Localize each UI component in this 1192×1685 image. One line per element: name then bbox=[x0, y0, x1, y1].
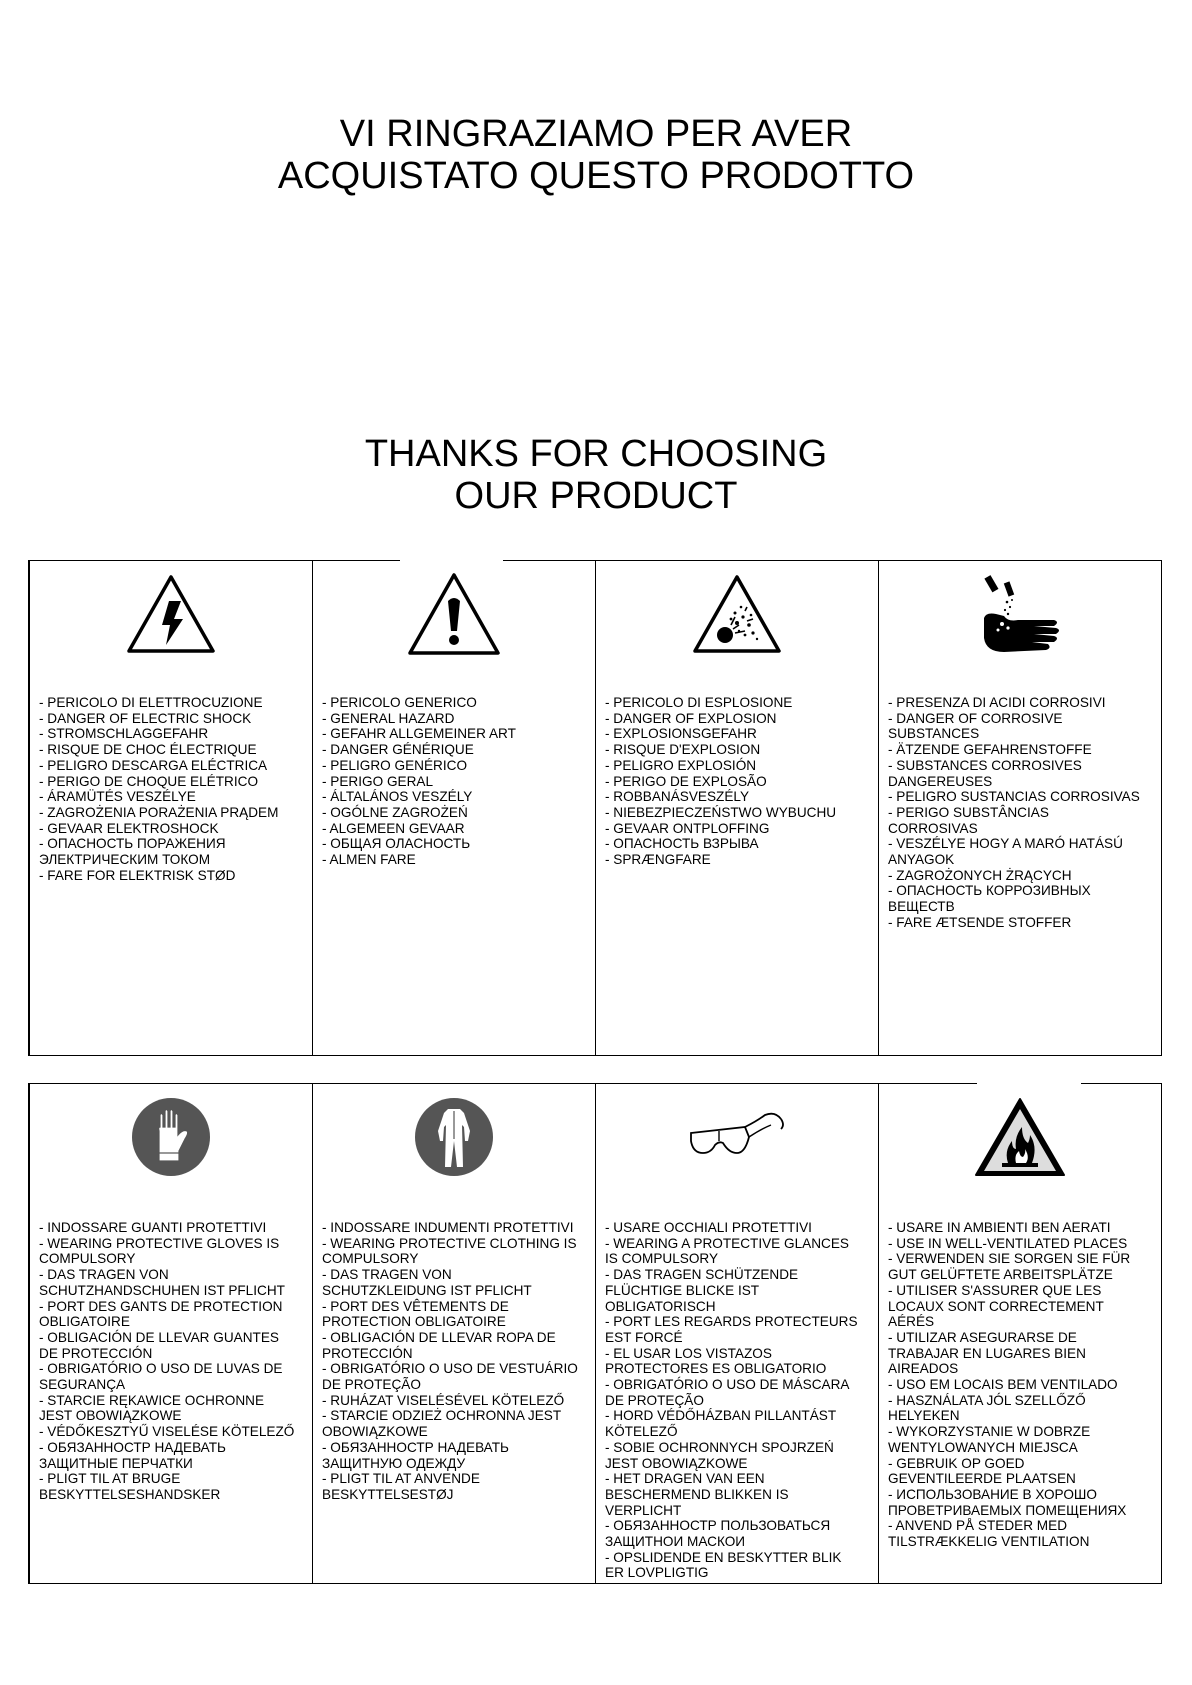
text-line: ER LOVPLIGTIG bbox=[605, 1565, 709, 1581]
heading-english bbox=[0, 433, 1192, 517]
hazard-cell-electric-shock bbox=[29, 561, 312, 1055]
text-line: COMPULSORY bbox=[39, 1251, 136, 1267]
text-line: BESCHERMEND BLIKKEN IS bbox=[605, 1486, 789, 1502]
text-line: - PERICOLO GENERICO bbox=[322, 695, 477, 710]
text-line: - RISQUE D'EXPLOSION bbox=[605, 742, 761, 758]
text-line: - STARCIE ODZIEŻ OCHRONNA JEST bbox=[322, 1408, 562, 1424]
text-line: - VÉDŐKESZTYŰ VISELÉSE KÖTELEZŐ bbox=[39, 1424, 295, 1440]
text-line: - ИСПОЛЬЗОВАНИЕ В ХОРОШО bbox=[888, 1486, 1097, 1502]
text-line: - PERICOLO DI ESPLOSIONE bbox=[605, 695, 793, 710]
text-line: PROTECTORES ES OBLIGATORIO bbox=[605, 1361, 827, 1377]
text-line: - PELIGRO SUSTANCIAS CORROSIVAS bbox=[888, 789, 1140, 805]
text-line: PROTECTION OBLIGATOIRE bbox=[322, 1314, 506, 1330]
text-line: - GEBRUIK OP GOED bbox=[888, 1455, 1025, 1471]
text-line: BESKYTTELSESTØJ bbox=[322, 1486, 454, 1502]
text-line: - INDOSSARE GUANTI PROTETTIVI bbox=[39, 1220, 267, 1235]
text-line: OBLIGATORISCH bbox=[605, 1298, 716, 1314]
text-line: AÉRÉS bbox=[888, 1314, 935, 1330]
hazard-text-list bbox=[322, 695, 589, 868]
text-line: WENTYLOWANYCH MIEJSCA bbox=[888, 1439, 1078, 1455]
mandatory-text-list bbox=[605, 1220, 872, 1581]
text-line: - ALMEN FARE bbox=[322, 852, 416, 868]
text-line: - WEARING PROTECTIVE GLOVES IS bbox=[39, 1235, 280, 1251]
text-line: - ÁRAMÜTÉS VESZÉLYE bbox=[39, 789, 196, 805]
mandatory-cell-gloves bbox=[29, 1084, 312, 1583]
text-line: - PERIGO SUBSTÂNCIAS bbox=[888, 804, 1049, 820]
text-line: ЗАЩИТНОИ МАСКОИ bbox=[605, 1534, 746, 1550]
text-line: - RUHÁZAT VISELÉSÉVEL KÖTELEZŐ bbox=[322, 1392, 565, 1408]
text-line: - WEARING A PROTECTIVE GLANCES bbox=[605, 1235, 849, 1251]
text-line: - PELIGRO EXPLOSIÓN bbox=[605, 757, 757, 773]
text-line: - PERIGO DE CHOQUE ELÉTRICO bbox=[39, 773, 259, 789]
text-line: DE PROTEÇÃO bbox=[605, 1392, 704, 1408]
text-line: - ROBBANÁSVESZÉLY bbox=[605, 789, 750, 805]
mandatory-text-list bbox=[39, 1220, 306, 1503]
text-line: DE PROTEÇÃO bbox=[322, 1377, 421, 1393]
text-line: ANYAGOK bbox=[888, 852, 955, 868]
text-line: - HASZNÁLATA JÓL SZELLŐZŐ bbox=[888, 1392, 1086, 1408]
text-line: - OPSLIDENDE EN BESKYTTER BLIK bbox=[605, 1549, 842, 1565]
text-line: - HORD VÉDŐHÁZBAN PILLANTÁST bbox=[605, 1408, 837, 1424]
text-line: - PORT DES GANTS DE PROTECTION bbox=[39, 1298, 283, 1314]
mandatory-text-list bbox=[888, 1220, 1155, 1550]
hazard-text-list bbox=[888, 695, 1155, 931]
hazard-text-list bbox=[605, 695, 872, 868]
text-line: - DANGER OF ELECTRIC SHOCK bbox=[39, 710, 252, 726]
text-line: - ОПАСНОСТЬ ПОРАЖЕНИЯ bbox=[39, 836, 226, 852]
text-line: - GENERAL HAZARD bbox=[322, 710, 455, 726]
text-line: DE PROTECCIÓN bbox=[39, 1345, 153, 1361]
heading-italian-line-1: VI RINGRAZIAMO PER AVER bbox=[339, 113, 853, 155]
text-line: - RISQUE DE CHOC ÉLECTRIQUE bbox=[39, 742, 257, 758]
text-line: SCHUTZKLEIDUNG IST PFLICHT bbox=[322, 1282, 532, 1298]
text-line: - INDOSSARE INDUMENTI PROTETTIVI bbox=[322, 1220, 574, 1235]
electric-shock-warning-icon bbox=[125, 573, 217, 655]
text-line: ПРОВЕТРИВАЕМЫХ ПОМЕЩЕНИЯХ bbox=[888, 1502, 1127, 1518]
text-line: - USARE OCCHIALI PROTETTIVI bbox=[605, 1220, 812, 1235]
hazard-cell-explosion bbox=[595, 561, 878, 1055]
text-line: - ZAGROŻONYCH ŻRĄCYCH bbox=[888, 867, 1072, 883]
text-line: - STARCIE RĘKAWICE OCHRONNE bbox=[39, 1392, 265, 1408]
text-line: - STROMSCHLAGGEFAHR bbox=[39, 726, 209, 742]
protective-glasses-icon bbox=[685, 1107, 789, 1167]
text-line: - DANGER OF EXPLOSION bbox=[605, 710, 777, 726]
text-line: KÖTELEZŐ bbox=[605, 1424, 678, 1440]
hazard-cell-corrosive bbox=[878, 561, 1161, 1055]
text-line: - DAS TRAGEN VON bbox=[39, 1267, 169, 1283]
text-line: GEVENTILEERDE PLAATSEN bbox=[888, 1471, 1076, 1487]
text-line: - ZAGROŻENIA PORAŻENIA PRĄDEM bbox=[39, 804, 279, 820]
text-line: - PLIGT TIL AT BRUGE bbox=[39, 1471, 181, 1487]
text-line: - PLIGT TIL AT ANVENDE bbox=[322, 1471, 480, 1487]
explosion-warning-icon bbox=[691, 573, 783, 655]
text-line: - ALGEMEEN GEVAAR bbox=[322, 820, 465, 836]
text-line: - PORT DES VÊTEMENTS DE bbox=[322, 1298, 509, 1314]
text-line: JEST OBOWIĄZKOWE bbox=[39, 1408, 182, 1424]
text-line: - GEVAAR ONTPLOFFING bbox=[605, 820, 770, 836]
text-line: - ОПАСНОСТЬ КОРРОЗИВНЫХ bbox=[888, 883, 1091, 899]
text-line: - PELIGRO DESCARGA ELÉCTRICA bbox=[39, 757, 268, 773]
text-line: - USARE IN AMBIENTI BEN AERATI bbox=[888, 1220, 1111, 1235]
text-line: ЭЛЕКТРИЧЕСКИМ ТОКОМ bbox=[39, 852, 211, 868]
hazard-warnings-table bbox=[28, 560, 1162, 1056]
text-line: OBLIGATOIRE bbox=[39, 1314, 130, 1330]
text-line: - OBRIGATÓRIO O USO DE VESTUÁRIO bbox=[322, 1361, 578, 1377]
text-line: - ÁLTALÁNOS VESZÉLY bbox=[322, 789, 473, 805]
text-line: - OBLIGACIÓN DE LLEVAR ROPA DE bbox=[322, 1329, 556, 1345]
hazard-text-list bbox=[39, 695, 306, 883]
heading-italian bbox=[0, 113, 1192, 197]
text-line: - FARE FOR ELEKTRISK STØD bbox=[39, 867, 236, 883]
text-line: SEGURANÇA bbox=[39, 1377, 126, 1393]
text-line: HELYEKEN bbox=[888, 1408, 960, 1424]
text-line: IS COMPULSORY bbox=[605, 1251, 719, 1267]
text-line: VERPLICHT bbox=[605, 1502, 682, 1518]
protective-gloves-icon bbox=[131, 1097, 211, 1177]
corrosive-hand-icon bbox=[974, 572, 1066, 656]
text-line: - OGÓLNE ZAGROŻEŃ bbox=[322, 804, 468, 820]
text-line: - ОБЩАЯ ОЛАСНОСТЬ bbox=[322, 836, 471, 852]
text-line: - SUBSTANCES CORROSIVES bbox=[888, 757, 1082, 773]
text-line: - GEFAHR ALLGEMEINER ART bbox=[322, 726, 516, 742]
text-line: - DANGER GÉNÉRIQUE bbox=[322, 742, 474, 758]
text-line: TILSTRÆKKELIG VENTILATION bbox=[888, 1534, 1090, 1550]
hazard-cell-general bbox=[312, 561, 595, 1055]
text-line: - PELIGRO GENÉRICO bbox=[322, 757, 468, 773]
text-line: - ÄTZENDE GEFAHRENSTOFFE bbox=[888, 742, 1092, 758]
text-line: GUT GELÜFTETE ARBEITSPLÄTZE bbox=[888, 1267, 1113, 1283]
text-line: TRABAJAR EN LUGARES BIEN bbox=[888, 1345, 1086, 1361]
text-line: - SPRÆNGFARE bbox=[605, 852, 711, 868]
mandatory-precautions-table bbox=[28, 1083, 1162, 1584]
text-line: ЗАЩИТНУЮ ОДЕЖДУ bbox=[322, 1455, 466, 1471]
text-line: - PERIGO DE EXPLOSÃO bbox=[605, 773, 767, 789]
text-line: SUBSTANCES bbox=[888, 726, 980, 742]
text-line: BESKYTTELSESHANDSKER bbox=[39, 1486, 221, 1502]
text-line: AIREADOS bbox=[888, 1361, 959, 1377]
text-line: - ОБЯЗАННОСТР ПОЛЬЗОВАТЬСЯ bbox=[605, 1518, 831, 1534]
mandatory-cell-clothing bbox=[312, 1084, 595, 1583]
text-line: - ANVEND PÅ STEDER MED bbox=[888, 1518, 1068, 1534]
text-line: FLÜCHTIGE BLICKE IST bbox=[605, 1282, 760, 1298]
text-line: SCHUTZHANDSCHUHEN IST PFLICHT bbox=[39, 1282, 285, 1298]
text-line: OBOWIĄZKOWE bbox=[322, 1424, 428, 1440]
text-line: DANGEREUSES bbox=[888, 773, 993, 789]
text-line: - PERICOLO DI ELETTROCUZIONE bbox=[39, 695, 263, 710]
text-line: EST FORCÉ bbox=[605, 1329, 683, 1345]
text-line: - ОБЯЗАННОСТР НАДЕВАТЬ bbox=[39, 1439, 226, 1455]
text-line: - VERWENDEN SIE SORGEN SIE FÜR bbox=[888, 1251, 1131, 1267]
text-line: - UTILIZAR ASEGURARSE DE bbox=[888, 1329, 1077, 1345]
text-line: - DAS TRAGEN VON bbox=[322, 1267, 452, 1283]
text-line: PROTECCIÓN bbox=[322, 1345, 413, 1361]
text-line: - OBRIGATÓRIO O USO DE LUVAS DE bbox=[39, 1361, 283, 1377]
text-line: - USE IN WELL-VENTILATED PLACES bbox=[888, 1235, 1128, 1251]
heading-english-line-1: THANKS FOR CHOOSING bbox=[364, 433, 828, 475]
mandatory-text-list bbox=[322, 1220, 589, 1503]
text-line: - NIEBEZPIECZEŃSTWO WYBUCHU bbox=[605, 804, 837, 820]
text-line: CORROSIVAS bbox=[888, 820, 978, 836]
text-line: - SOBIE OCHRONNYCH SPOJRZEŃ bbox=[605, 1439, 834, 1455]
text-line: - PRESENZA DI ACIDI CORROSIVI bbox=[888, 695, 1106, 710]
general-hazard-warning-icon bbox=[406, 571, 502, 657]
text-line: COMPULSORY bbox=[322, 1251, 419, 1267]
text-line: - VESZÉLYE HOGY A MARÓ HATÁSÚ bbox=[888, 836, 1123, 852]
flammable-warning-icon bbox=[972, 1095, 1068, 1179]
text-line: ВЕЩЕСТВ bbox=[888, 899, 955, 915]
text-line: - PORT LES REGARDS PROTECTEURS bbox=[605, 1314, 858, 1330]
text-line: - PERIGO GERAL bbox=[322, 773, 434, 789]
text-line: - EXPLOSIONSGEFAHR bbox=[605, 726, 757, 742]
heading-italian-line-2: ACQUISTATO QUESTO PRODOTTO bbox=[277, 155, 915, 197]
mandatory-cell-ventilation bbox=[878, 1084, 1161, 1583]
text-line: - GEVAAR ELEKTROSHOCK bbox=[39, 820, 219, 836]
text-line: - WEARING PROTECTIVE CLOTHING IS bbox=[322, 1235, 577, 1251]
text-line: - FARE ÆTSENDE STOFFER bbox=[888, 914, 1072, 930]
text-line: - DANGER OF CORROSIVE bbox=[888, 710, 1063, 726]
text-line: - DAS TRAGEN SCHÜTZENDE bbox=[605, 1267, 799, 1283]
text-line: - ОПАСНОСТЬ ВЗРЫВА bbox=[605, 836, 759, 852]
text-line: - OBRIGATÓRIO O USO DE MÁSCARA bbox=[605, 1377, 850, 1393]
protective-clothing-icon bbox=[414, 1097, 494, 1177]
text-line: JEST OBOWIĄZKOWE bbox=[605, 1455, 748, 1471]
text-line: - UTILISER S'ASSURER QUE LES bbox=[888, 1282, 1102, 1298]
heading-english-line-2: OUR PRODUCT bbox=[454, 475, 738, 517]
text-line: - HET DRAGEN VAN EEN bbox=[605, 1471, 765, 1487]
text-line: LOCAUX SONT CORRECTEMENT bbox=[888, 1298, 1104, 1314]
text-line: - WYKORZYSTANIE W DOBRZE bbox=[888, 1424, 1091, 1440]
text-line: - OBLIGACIÓN DE LLEVAR GUANTES bbox=[39, 1329, 279, 1345]
text-line: - USO EM LOCAIS BEM VENTILADO bbox=[888, 1377, 1118, 1393]
text-line: - ОБЯЗАННОСТР НАДЕВАТЬ bbox=[322, 1439, 509, 1455]
text-line: - EL USAR LOS VISTAZOS bbox=[605, 1345, 772, 1361]
text-line: ЗАЩИТНЫЕ ПЕРЧАТКИ bbox=[39, 1455, 193, 1471]
mandatory-cell-glasses bbox=[595, 1084, 878, 1583]
